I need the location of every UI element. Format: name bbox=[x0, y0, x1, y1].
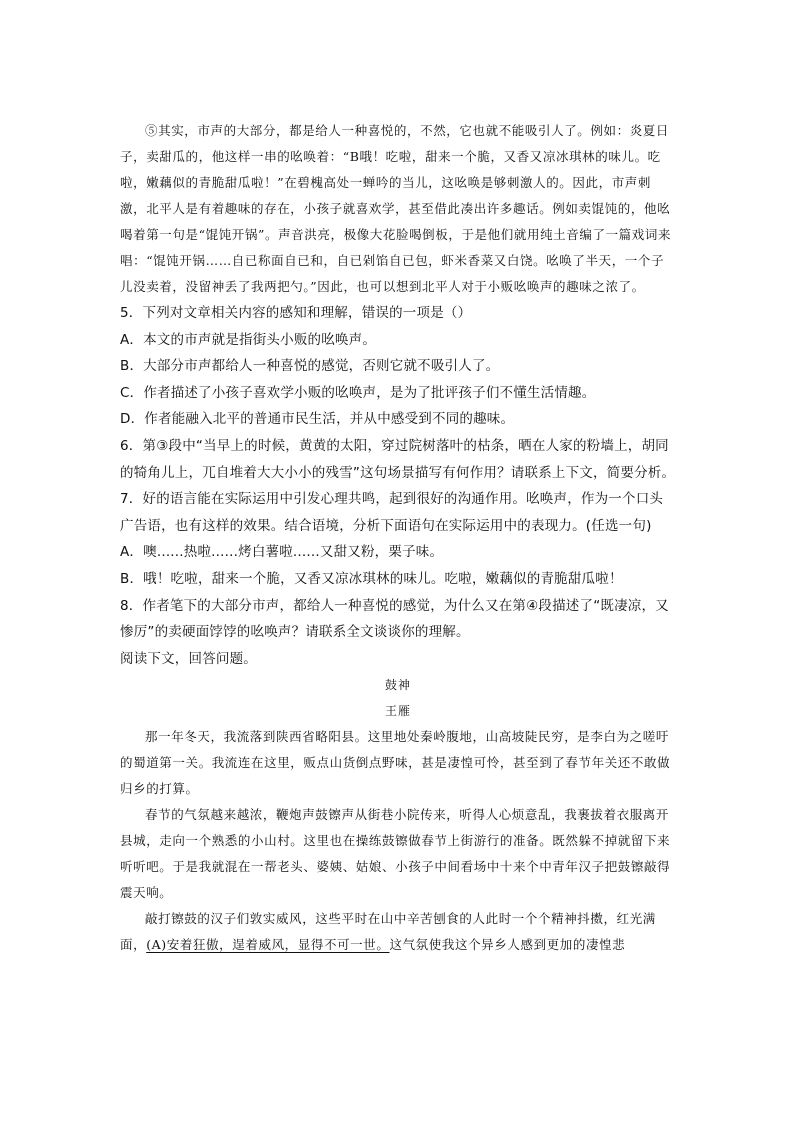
paragraph-3-text-end: 这气氛使我这个异乡人感到更加的凄惶悲 bbox=[389, 937, 626, 953]
question-6: 6．第③段中“当早上的时候，黄黄的太阳，穿过院树落叶的枯条，晒在人家的粉墙上，胡同的犄角儿上，兀自堆着大大小小的残雪”这句场景描写有何作用？请联系上下文，简要分析。 bbox=[120, 437, 676, 481]
question-7-option-a: A．噢......热啦......烤白薯啦......又甜又粉，栗子味。 bbox=[120, 544, 444, 561]
passage2-title: 鼓神 bbox=[384, 678, 411, 693]
question-8: 8．作者笔下的大部分市声，都给人一种喜悦的感觉，为什么又在第④段描述了“既凄凉，又惨厉”的卖硬面饽饽的吆唤声？请联系全文谈谈你的理解。 bbox=[120, 597, 669, 641]
document-page bbox=[120, 118, 676, 958]
question-5-option-c: C．作者描述了小孩子喜欢学小贩的吆唤声，是为了批评孩子们不懂生活情趣。 bbox=[120, 384, 596, 401]
underlined-sentence-a: (A)安着狂傲，逞着威风，显得不可一世。 bbox=[146, 937, 390, 953]
question-5-option-d: D．作者能融入北平的普通市民生活，并从中感受到不同的趣味。 bbox=[120, 411, 515, 428]
reading-instruction: 阅读下文，回答问题。 bbox=[120, 650, 257, 667]
passage2-author: 王雁 bbox=[384, 704, 411, 719]
passage2-paragraph-3 bbox=[120, 906, 676, 958]
question-5-option-b: B．大部分市声都给人一种喜悦的感觉，否则它就不吸引人了。 bbox=[120, 358, 500, 375]
question-7-option-b: B．哦！吃啦，甜来一个脆，又香又凉冰琪林的味儿。吃啦，嫩藕似的青脆甜瓜啦！ bbox=[120, 570, 623, 587]
question-7: 7．好的语言能在实际运用中引发心理共鸣，起到很好的沟通作用。吆唤声，作为一个口头广告语，也有这样的效果。结合语境，分析下面语句在实际运用中的表现力。(任选一句) bbox=[120, 491, 664, 534]
passage2-paragraph-1: 那一年冬天，我流落到陕西省略阳县。这里地处秦岭腹地，山高坡陡民穷，是李白为之嗟吁的蜀道第一关。我流连在这里，贩点山货倒点野味，甚是凄惶可怜，甚至到了春节年关还不敢做归乡的打算。 bbox=[120, 729, 671, 797]
question-5-option-a: A．本文的市声就是指街头小贩的吆唤声。 bbox=[120, 331, 377, 348]
question-5: 5．下列对文章相关内容的感知和理解，错误的一项是（） bbox=[120, 305, 472, 321]
passage2-paragraph-2: 春节的气氛越来越浓，鞭炮声鼓镲声从街巷小院传来，听得人心烦意乱，我裹拔着衣服离开县城，走向一个熟悉的小山村。这里也在操练鼓镲做春节上街游行的准备。既然躲不掉就留下来听听吧。于是我就混在一帮老头、婆姨、姑娘、小孩子中间看场中十来个中青年汉子把鼓镲敲得震天响。 bbox=[120, 807, 671, 901]
paragraph-3-text-start: 敲打镲鼓的汉子们敦实威风，这些平时在山中辛苦刨食的人此时一个个精神抖擞，红光满面， bbox=[120, 911, 656, 953]
passage1-paragraph-5: ⑤其实，市声的大部分，都是给人一种喜悦的，不然，它也就不能吸引人了。例如：炎夏日子，卖甜瓜的，他这样一串的吆唤着：“B哦！吃啦，甜来一个脆，又香又凉冰琪林的味儿。吃啦，嫩藕似的青脆甜瓜啦！”在碧槐高处一蝉吟的当儿，这吆唤是够刺激人的。因此，市声刺激，北平人是有着趣味的存在，小孩子就喜欢学，甚至借此凑出许多趣话。例如卖馄饨的，他吆喝着第一句是“馄饨开锅”。声音洪亮，极像大花脸喝倒板，于是他们就用纯土音编了一篇戏词来唱：“馄饨开锅……自已称面自已和，自已剁馅自已包，虾米香菜又白饶。吆唤了半天，一个子儿没卖着，没留神丢了我两把勺。”因此，也可以想到北平人对于小贩吆唤声的趣味之浓了。 bbox=[120, 123, 672, 294]
